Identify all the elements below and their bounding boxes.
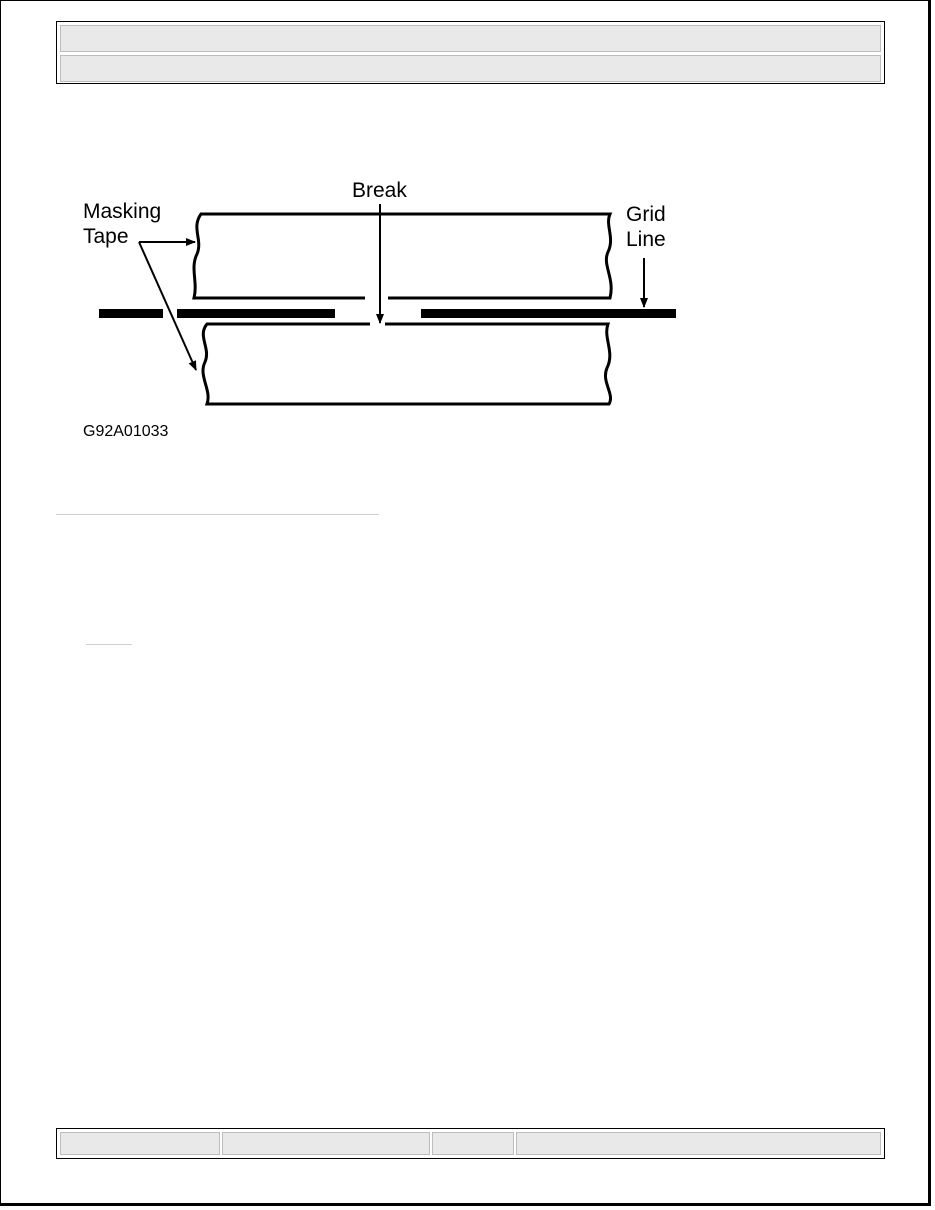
upper-masking-tape xyxy=(194,214,611,298)
lower-masking-tape xyxy=(203,324,611,404)
short-divider xyxy=(86,644,132,645)
footer-cell-1 xyxy=(60,1132,220,1155)
grid-line-segment-middle xyxy=(177,309,335,318)
grid-line-repair-figure xyxy=(70,170,690,450)
grid-line-segment-right xyxy=(421,309,676,318)
label-line: Line xyxy=(626,228,666,251)
label-masking: Masking xyxy=(83,200,162,223)
masking-tape-arrow-lower xyxy=(139,242,196,370)
header-subtitle-bar xyxy=(60,55,881,82)
grid-line-segment-left xyxy=(99,309,163,318)
section-divider xyxy=(56,514,379,515)
footer-box xyxy=(56,1128,885,1159)
label-break: Break xyxy=(352,179,407,202)
footer-cell-4 xyxy=(516,1132,881,1155)
footer-cell-2 xyxy=(222,1132,430,1155)
header-box xyxy=(56,21,885,84)
figure-drawing xyxy=(70,170,690,450)
figure-code: G92A01033 xyxy=(83,423,169,440)
label-tape: Tape xyxy=(83,225,129,248)
footer-cell-3 xyxy=(432,1132,514,1155)
header-title-bar xyxy=(60,25,881,52)
label-grid: Grid xyxy=(626,203,666,226)
